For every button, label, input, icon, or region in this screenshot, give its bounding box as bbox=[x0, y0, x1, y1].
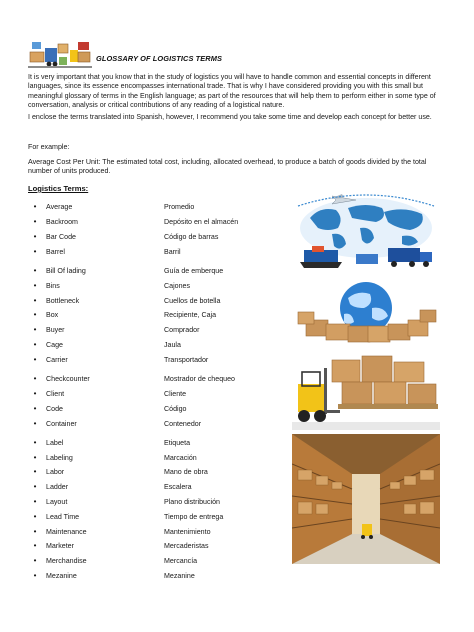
bullet-icon: • bbox=[33, 541, 37, 551]
term-english: Carrier bbox=[46, 355, 68, 364]
term-spanish: Cajones bbox=[164, 281, 191, 290]
term-spanish: Mostrador de chequeo bbox=[164, 375, 235, 384]
bullet-icon: • bbox=[33, 310, 37, 320]
bullet-icon: • bbox=[33, 217, 37, 227]
document-header bbox=[28, 38, 458, 72]
terms-list bbox=[26, 200, 296, 588]
term-row bbox=[26, 308, 296, 323]
term-row bbox=[26, 569, 296, 584]
term-spanish: Código bbox=[164, 404, 187, 413]
term-row bbox=[26, 230, 296, 245]
term-spanish: Guía de emberque bbox=[164, 267, 224, 276]
bullet-icon: • bbox=[33, 403, 37, 413]
term-row bbox=[26, 215, 296, 230]
term-english: Maintenance bbox=[46, 527, 87, 536]
bullet-icon: • bbox=[33, 280, 37, 290]
term-spanish: Barril bbox=[164, 247, 181, 256]
term-spanish: Transportador bbox=[164, 355, 209, 364]
bullet-icon: • bbox=[33, 202, 37, 212]
bullet-icon: • bbox=[33, 418, 37, 428]
term-spanish: Mercancía bbox=[164, 557, 198, 566]
term-english: Cage bbox=[46, 341, 63, 350]
term-english: Checkcounter bbox=[46, 375, 90, 384]
bullet-icon: • bbox=[33, 388, 37, 398]
term-english: Lead Time bbox=[46, 512, 80, 521]
term-english: Bins bbox=[46, 281, 60, 290]
term-row bbox=[26, 401, 296, 416]
bullet-icon: • bbox=[33, 467, 37, 477]
enclose-paragraph: I enclose the terms translated into Spanish, however, I recommend you take some time and develop each concept for better use. bbox=[28, 113, 432, 121]
term-english: Box bbox=[46, 311, 59, 320]
term-row bbox=[26, 372, 296, 387]
term-row bbox=[26, 387, 296, 402]
term-english: Backroom bbox=[46, 218, 78, 227]
term-spanish: Plano distribución bbox=[164, 498, 220, 507]
term-spanish: Etiqueta bbox=[164, 438, 191, 447]
warehouse-aisle-illustration bbox=[292, 434, 440, 564]
globe-with-boxes-illustration bbox=[292, 278, 440, 350]
term-spanish: Mercaderistas bbox=[164, 542, 209, 551]
term-row bbox=[26, 244, 296, 259]
term-english: Marketer bbox=[46, 542, 74, 551]
term-spanish: Depósito en el almacén bbox=[164, 218, 239, 227]
term-spanish: Mantenimiento bbox=[164, 527, 211, 536]
terms-heading: Logistics Terms: bbox=[28, 184, 89, 193]
term-row bbox=[26, 554, 296, 569]
term-spanish: Contenedor bbox=[164, 419, 202, 428]
example-label: For example: bbox=[28, 143, 70, 151]
term-english: Average bbox=[46, 203, 73, 212]
term-spanish: Mezanine bbox=[164, 572, 195, 581]
bullet-icon: • bbox=[33, 354, 37, 364]
bullet-icon: • bbox=[33, 482, 37, 492]
term-english: Labor bbox=[46, 468, 65, 477]
term-row bbox=[26, 323, 296, 338]
term-group bbox=[26, 435, 296, 583]
bullet-icon: • bbox=[33, 340, 37, 350]
term-english: Ladder bbox=[46, 483, 69, 492]
term-row bbox=[26, 278, 296, 293]
term-english: Layout bbox=[46, 498, 68, 507]
term-spanish: Recipiente, Caja bbox=[164, 311, 217, 320]
term-group bbox=[26, 264, 296, 368]
term-spanish: Tiempo de entrega bbox=[164, 512, 224, 521]
term-spanish: Cuellos de botella bbox=[164, 296, 221, 305]
term-english: Merchandise bbox=[46, 557, 87, 566]
term-english: Buyer bbox=[46, 326, 65, 335]
term-english: Barrel bbox=[46, 247, 65, 256]
intro-paragraph: It is very important that you know that in the study of logistics you will have to handle common and essential concepts in different languages, since its essence encompasses international trade. That is why I have considered providing you with this small but meaningful glossary of terms in the English language; as part of the resources that will help them to perform either in some type of conversation, analysis or critical contributions of any reading of a logistical nature. bbox=[28, 73, 436, 109]
term-spanish: Código de barras bbox=[164, 232, 219, 241]
term-row bbox=[26, 264, 296, 279]
bullet-icon: • bbox=[33, 266, 37, 276]
term-group bbox=[26, 372, 296, 431]
bullet-icon: • bbox=[33, 556, 37, 566]
term-row bbox=[26, 509, 296, 524]
term-row bbox=[26, 352, 296, 367]
bullet-icon: • bbox=[33, 295, 37, 305]
term-row bbox=[26, 293, 296, 308]
term-spanish: Jaula bbox=[164, 341, 181, 350]
term-row bbox=[26, 539, 296, 554]
term-row bbox=[26, 338, 296, 353]
term-english: Label bbox=[46, 438, 64, 447]
bullet-icon: • bbox=[33, 571, 37, 581]
term-english: Bill Of lading bbox=[46, 267, 86, 276]
world-map-transport-illustration bbox=[292, 188, 440, 272]
bullet-icon: • bbox=[33, 452, 37, 462]
term-row bbox=[26, 524, 296, 539]
term-row bbox=[26, 450, 296, 465]
term-group bbox=[26, 200, 296, 259]
term-english: Mezanine bbox=[46, 572, 77, 581]
term-row bbox=[26, 416, 296, 431]
logistics-collage-icon bbox=[28, 38, 92, 72]
document-title: GLOSSARY OF LOGISTICS TERMS bbox=[96, 54, 223, 63]
bullet-icon: • bbox=[33, 437, 37, 447]
term-spanish: Promedio bbox=[164, 203, 195, 212]
term-row bbox=[26, 465, 296, 480]
term-english: Code bbox=[46, 404, 63, 413]
bullet-icon: • bbox=[33, 325, 37, 335]
bullet-icon: • bbox=[33, 374, 37, 384]
term-english: Bottleneck bbox=[46, 296, 80, 305]
forklift-boxes-illustration bbox=[292, 354, 440, 430]
bullet-icon: • bbox=[33, 511, 37, 521]
bullet-icon: • bbox=[33, 497, 37, 507]
bullet-icon: • bbox=[33, 246, 37, 256]
term-english: Bar Code bbox=[46, 232, 76, 241]
term-spanish: Marcación bbox=[164, 453, 197, 462]
term-row bbox=[26, 495, 296, 510]
term-english: Container bbox=[46, 419, 77, 428]
term-row bbox=[26, 200, 296, 215]
bullet-icon: • bbox=[33, 231, 37, 241]
term-spanish: Cliente bbox=[164, 389, 187, 398]
term-row bbox=[26, 480, 296, 495]
term-english: Client bbox=[46, 389, 65, 398]
term-english: Labeling bbox=[46, 453, 73, 462]
term-row bbox=[26, 435, 296, 450]
term-spanish: Comprador bbox=[164, 326, 200, 335]
bullet-icon: • bbox=[33, 526, 37, 536]
term-spanish: Mano de obra bbox=[164, 468, 208, 477]
example-paragraph: Average Cost Per Unit: The estimated total cost, including, allocated overhead, to produce a batch of goods divided by the total number of units produced. bbox=[28, 158, 427, 176]
term-spanish: Escalera bbox=[164, 483, 192, 492]
